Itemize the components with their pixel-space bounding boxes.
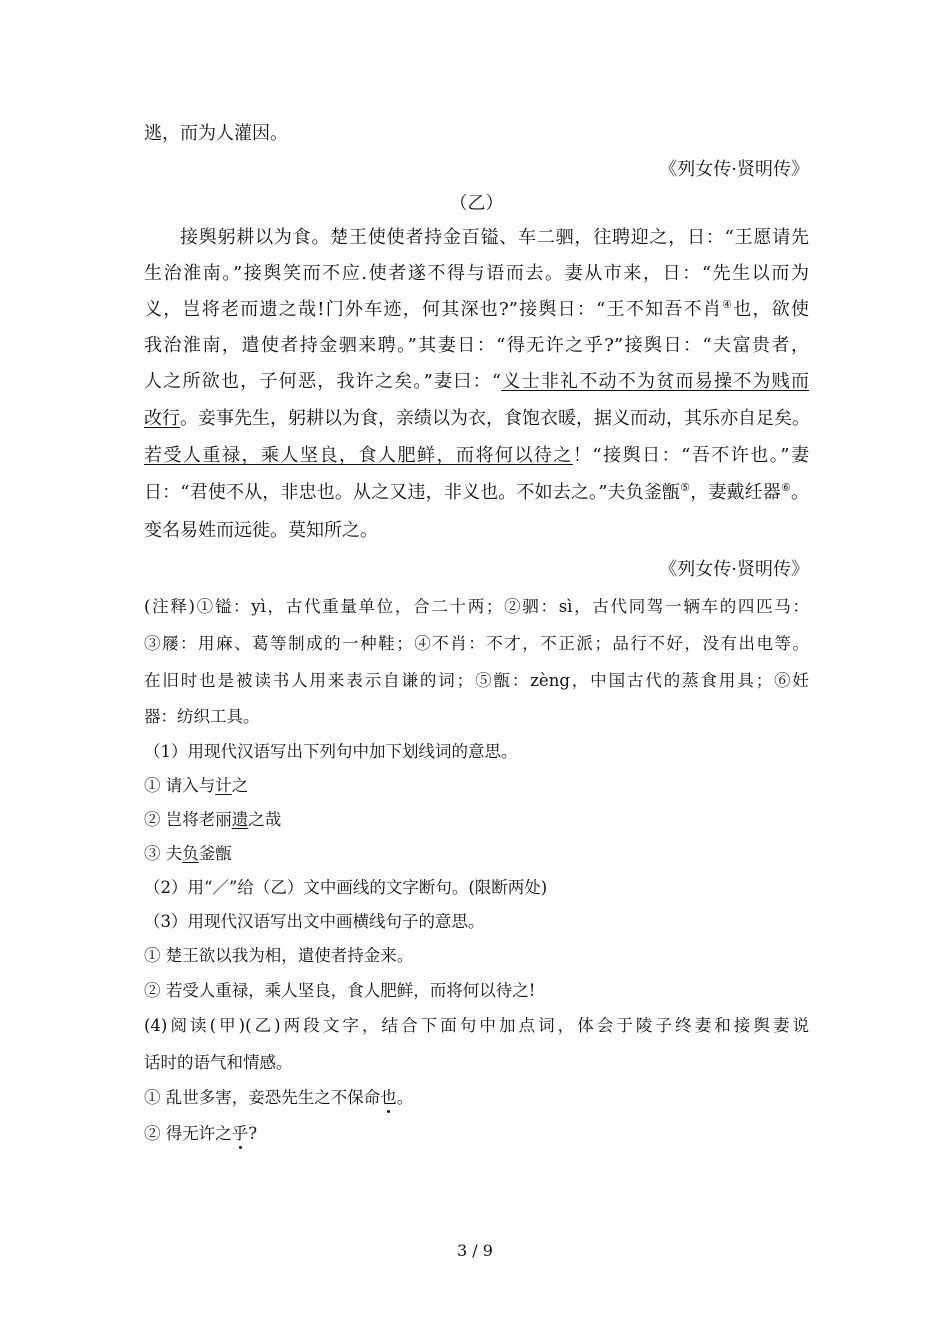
jia-text-tail: 逃，而为人灌因。: [144, 123, 288, 144]
q4-2-text: ② 得无许之: [144, 1124, 232, 1143]
yi-line-3-a: 义，岂将老而遗之哉!门外车迹，何其深也?”接舆日：“王不知吾不肖: [144, 299, 723, 320]
notes-line-1: (注释)①镒：yì，古代重量单位，合二十两；②驷：sì，古代同驾一辆车的四匹马：: [144, 597, 809, 616]
q1-3-tail: 釜甑: [198, 844, 232, 863]
page-number: 3 / 9: [457, 1241, 493, 1260]
q4-2-tail: ?: [248, 1124, 258, 1143]
yi-line-8-c: 。: [790, 482, 809, 503]
yi-line-5: [144, 370, 809, 394]
yi-line-1: 接舆躬耕以为食。楚王使使者持金百镒、车二驷，往聘迎之，日：“王愿请先: [180, 227, 809, 248]
question-1-item-1: [144, 774, 809, 798]
yi-line-6-b: 。妾事先生，躬耕以为食，亲绩以为衣，食饱衣暖，据义而动，其乐亦自足矣。: [180, 408, 810, 429]
yi-line-3-b: 也，欲使: [733, 299, 809, 320]
yi-line-6: [144, 407, 809, 431]
dotted-word-hu: 乎: [232, 1122, 249, 1146]
notes-line-2: ③屦：用麻、葛等制成的一种鞋；④不肖：不才，不正派；品行不好，没有出电等。: [144, 634, 809, 653]
q1-1-text: ① 请入与: [144, 776, 216, 795]
question-4-line-1: (4)阅读(甲)(乙)两段文字，结合下面句中加点词，体会于陵子终妻和接舆妻说: [144, 1016, 809, 1035]
yi-line-7: [144, 444, 809, 468]
q4-1-tail: 。: [396, 1088, 414, 1107]
notes-line-3: 在旧时也是被读书人用来表示自谦的词；⑤甑：zèng，中国古代的蒸食用具；⑥妊: [144, 671, 809, 690]
source-citation-yi: 《列女传·贤明传》: [659, 559, 809, 580]
q4-1-text: ① 乱世多害，妾恐先生之不保命: [144, 1088, 381, 1107]
question-4-item-1: [144, 1086, 809, 1110]
yi-line-8-a: 日：“君使不从，非忠也。从之又违，非义也。不如去之。”夫负釜甑: [144, 482, 681, 503]
section-heading-yi: （乙）: [449, 193, 504, 214]
source-citation-jia: 《列女传·贤明传》: [659, 159, 809, 180]
question-3-item-2: ② 若受人重禄，乘人坚良，食人肥鲜，而将何以待之!: [144, 981, 536, 1000]
footnote-marker-4: ④: [722, 298, 734, 311]
yi-line-8-b: ，妻戴纴器: [690, 482, 781, 503]
q1-2-text: ② 岂将老丽: [144, 810, 232, 829]
question-3: （3）用现代汉语写出文中画横线句子的意思。: [144, 912, 485, 931]
dotted-word-ye: 也: [380, 1086, 397, 1110]
yi-line-2: 生治淮南。”接舆笑而不应.使者遂不得与语而去。妻从市来，日：“先生以而为: [144, 263, 809, 284]
underlined-word-yi: 遗: [231, 810, 249, 829]
yi-line-8: [144, 481, 809, 505]
yi-line-5-a: 人之所欲也，子何恶，我许之矣。”妻曰：“: [144, 371, 502, 392]
footnote-marker-5: ⑤: [680, 481, 691, 494]
yi-underlined-passage-2: 改行: [144, 408, 180, 429]
question-4-item-2: [144, 1122, 809, 1146]
underlined-word-ji: 计: [215, 776, 232, 795]
q1-3-text: ③ 夫: [144, 844, 183, 863]
question-1-item-3: [144, 842, 809, 866]
question-4-line-2: 话时的语气和情感。: [144, 1053, 293, 1072]
q1-1-tail: 之: [231, 776, 249, 795]
q1-2-tail: 之哉: [248, 810, 282, 829]
question-1-item-2: [144, 808, 809, 832]
question-2: （2）用“／”给（乙）文中画线的文字断句。(限断两处): [144, 878, 548, 897]
footnote-marker-6: ⑥: [780, 481, 791, 494]
yi-line-9: 变名易姓而远徙。莫知所之。: [144, 520, 378, 541]
question-3-item-1: ① 楚王欲以我为相，遣使者持金来。: [144, 946, 414, 965]
yi-underlined-passage-1: 义士非礼不动不为贫而易操不为贱而: [501, 371, 810, 392]
yi-line-7-b: ！“接舆日：“吾不许也。”妻: [572, 445, 810, 466]
underlined-word-fu: 负: [182, 844, 199, 863]
yi-line-3: [144, 298, 809, 322]
notes-line-4: 器：纺织工具。: [144, 707, 260, 726]
yi-line-4: 我治淮南，遣使者持金驷来聘。”其妻日：“得无许之乎?”接舆日：“夫富贵者，: [144, 335, 809, 356]
yi-underlined-sentence: 若受人重禄，乘人坚良，食人肥鲜，而将何以待之: [144, 445, 573, 466]
question-1: （1）用现代汉语写出下列句中加下划线词的意思。: [144, 742, 518, 761]
